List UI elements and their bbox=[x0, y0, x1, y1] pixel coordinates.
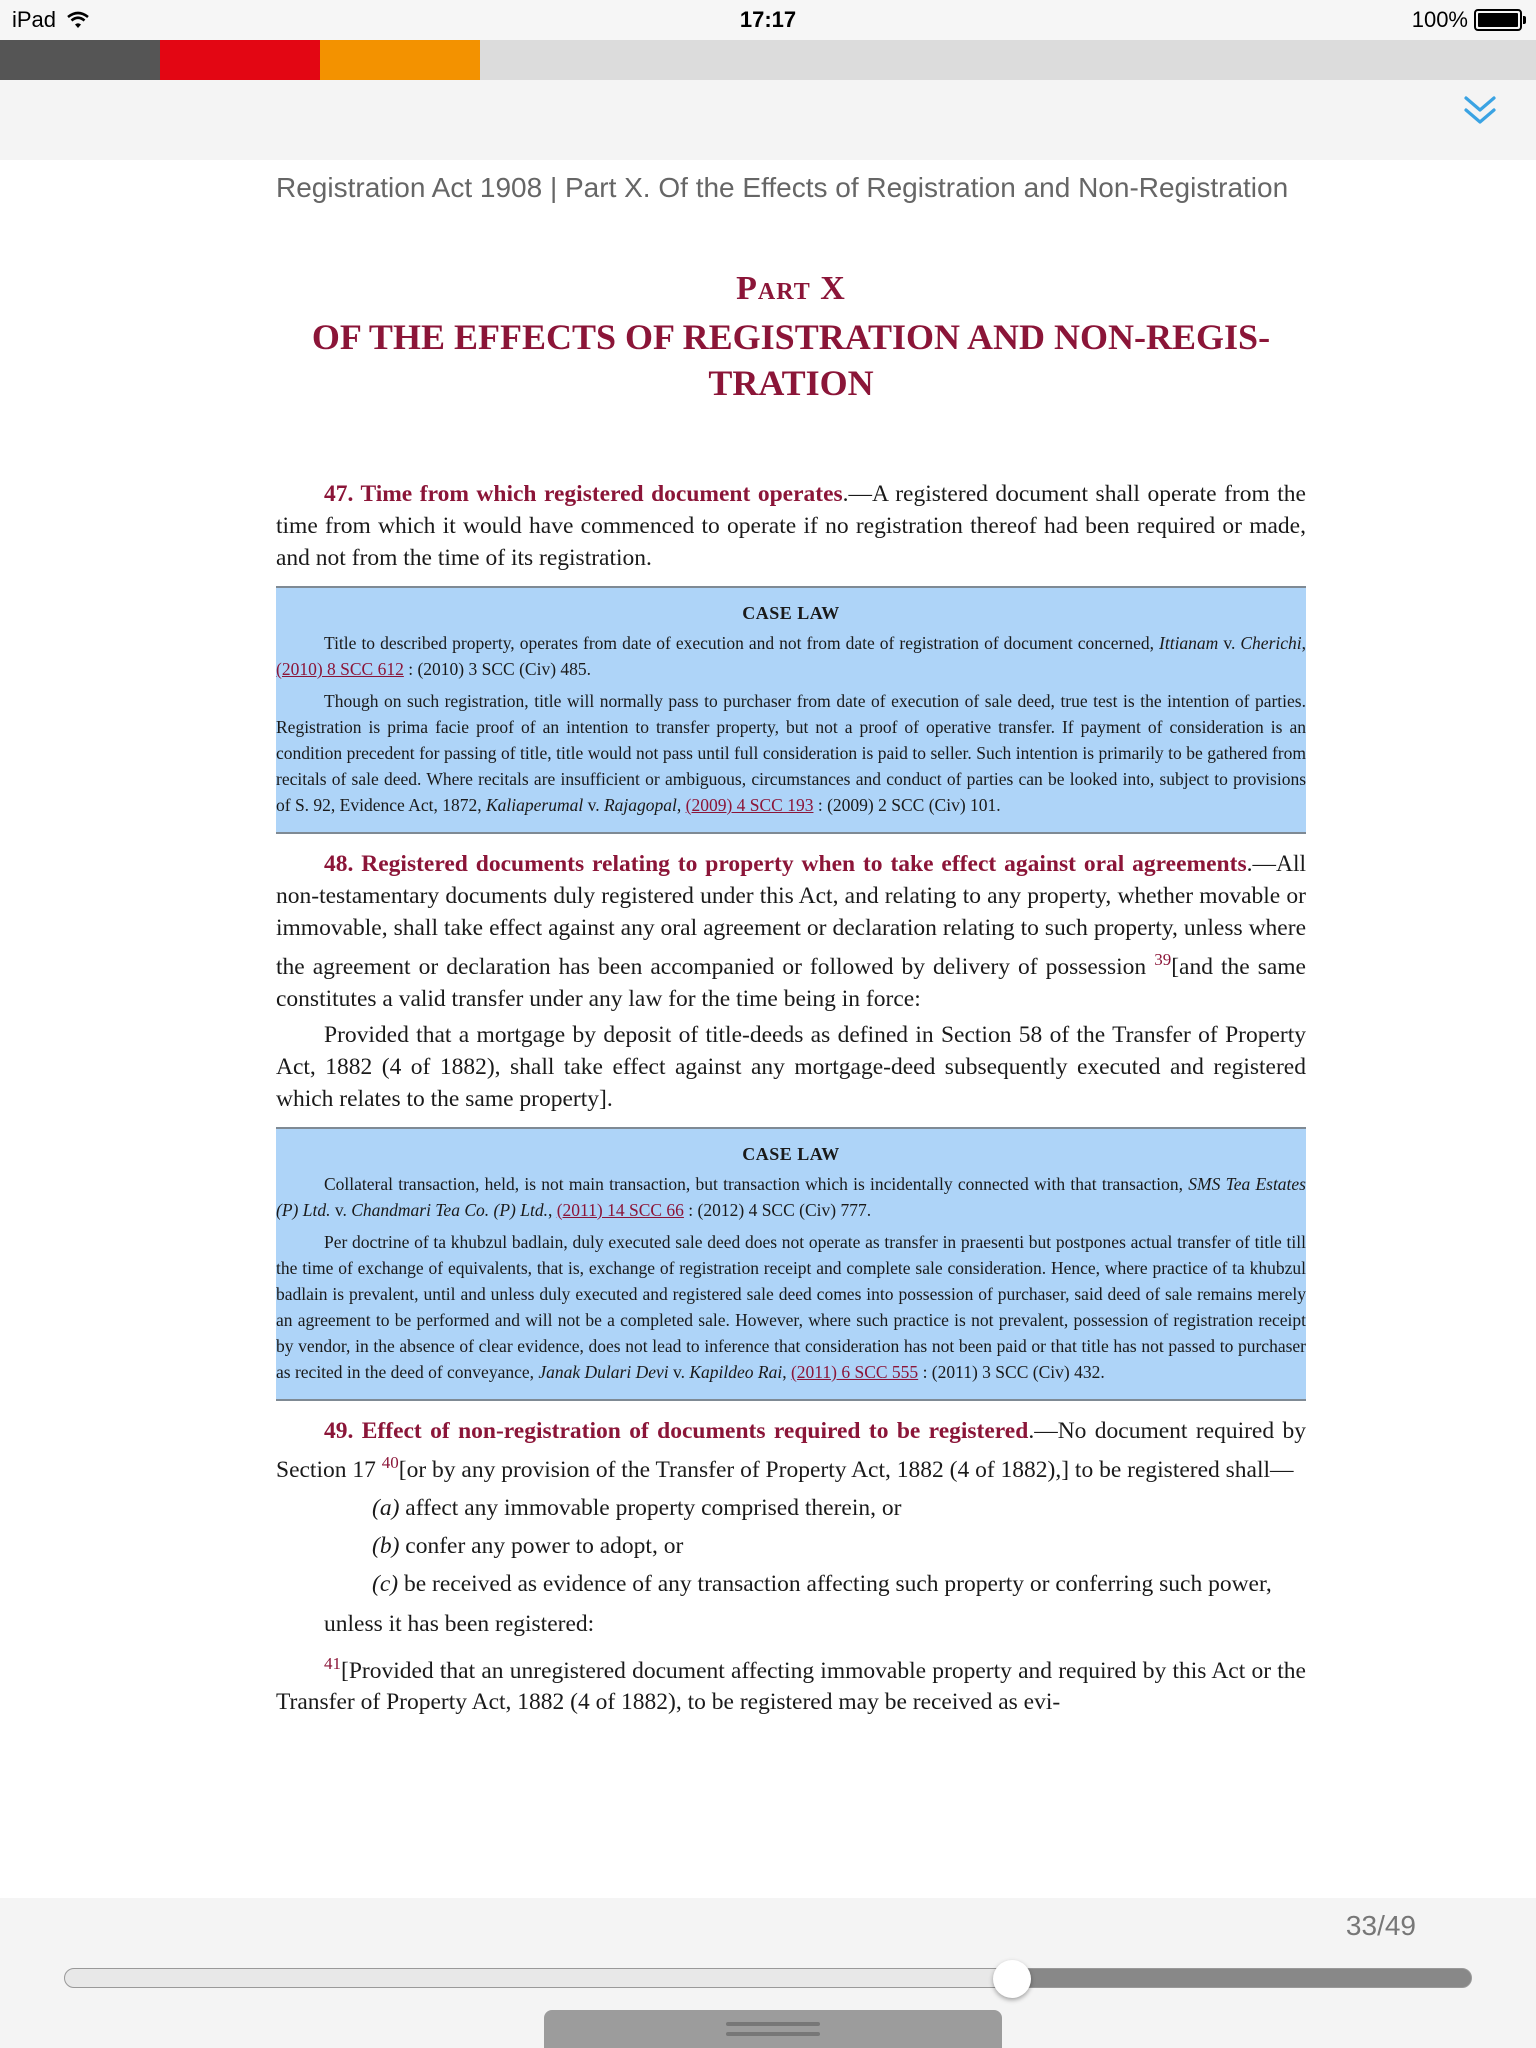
section-48-heading: 48. Registered documents relating to property when to take effect against oral agreements bbox=[324, 851, 1247, 877]
section-47 bbox=[276, 478, 1306, 574]
grip-line bbox=[726, 2022, 820, 2026]
case-law-paragraph: Though on such registration, title will normally pass to purchaser from date of execution of sale deed, true test is the intention of parties. Registration is prima facie proof of an intention to transfer property, but not a proof of operative transfer. If payment of consideration is an condition precedent for passing of title, title would not pass until full consideration is paid to seller. Such intention is primarily to be gathered from recitals of sale deed. Where recitals are insufficient or ambiguous, circumstances and conduct of parties can be looked into, subject to provisions of S. 92, Evidence Act, 1872, Kaliaperumal v. Rajagopal, (2009) 4 SCC 193 : (2009) 2 SCC (Civ) 101. bbox=[276, 691, 1306, 815]
status-bar bbox=[0, 0, 1536, 40]
part-heading bbox=[276, 270, 1306, 406]
footnote-marker[interactable]: 41 bbox=[324, 1653, 341, 1673]
drawer-handle[interactable] bbox=[544, 2010, 1002, 2048]
part-title: OF THE EFFECTS OF REGISTRATION AND NON-REGIS- TRATION bbox=[311, 317, 1271, 403]
case-law-paragraph: Title to described property, operates from date of execution and not from date of registration of document concerned, Ittianam v. Cherichi, (2010) 8 SCC 612 : (2010) 3 SCC (Civ) 485. bbox=[276, 633, 1306, 679]
toolbar bbox=[0, 80, 1536, 160]
status-right bbox=[1412, 7, 1522, 33]
bottom-bar bbox=[0, 1898, 1536, 2048]
citation-link[interactable]: (2011) 14 SCC 66 bbox=[556, 1199, 684, 1220]
clause-a: (a) affect any immovable property comprised therein, or bbox=[372, 1494, 902, 1521]
section-49-clauses bbox=[276, 1492, 1306, 1600]
case-law-box-1 bbox=[276, 586, 1306, 834]
reading-progress-strip bbox=[0, 40, 1536, 80]
device-name: iPad bbox=[12, 7, 57, 32]
case-law-box-2 bbox=[276, 1127, 1306, 1401]
battery-percent: 100% bbox=[1411, 7, 1468, 32]
citation-link[interactable]: (2010) 8 SCC 612 bbox=[276, 659, 404, 679]
clause-c: (c) be received as evidence of any transaction affecting such property or conferring such power, bbox=[372, 1570, 1272, 1597]
citation-link[interactable]: (2011) 6 SCC 555 bbox=[790, 1361, 919, 1382]
grip-line bbox=[726, 2032, 820, 2036]
progress-segment-2 bbox=[160, 40, 320, 80]
section-49-unless: unless it has been registered: bbox=[324, 1610, 595, 1637]
running-header: Registration Act 1908 | Part X. Of the Effects of Registration and Non-Registration bbox=[276, 172, 1289, 203]
page-indicator: 33/49 bbox=[1345, 1910, 1416, 1941]
clock: 17:17 bbox=[739, 7, 797, 32]
case-law-paragraph: Per doctrine of ta khubzul badlain, duly executed sale deed does not operate as transfer in praesenti but postpones actual transfer of title till the time of exchange of equivalents, that is, exchange of registration receipt and complete sale consideration. Hence, where practice of ta khubzul badlain is prevalent, until and unless duly executed and registered sale deed comes into possession of purchaser, said deed of sale remains merely an agreement to be performed and will not be a completed sale. However, where such practice is not prevalent, possession of registration receipt by vendor, in the absence of clear evidence, does not lead to inference that consideration has not been paid or that title has not passed to purchaser as recited in the deed of conveyance, Janak Dulari Devi v. Kapildeo Rai, (2011) 6 SCC 555 : (2011) 3 SCC (Civ) 432. bbox=[276, 1231, 1306, 1382]
page-slider-progress bbox=[65, 1969, 1012, 1987]
chevron-double-down-icon[interactable] bbox=[1460, 90, 1500, 130]
case-law-title: CASE LAW bbox=[742, 1143, 840, 1164]
section-49-proviso: $^{41}$[Provided that an unregistered document affecting immovable property and required by this Act or the Transfer of Property Act, 1882 (4 of 1882), to be registered may be received as evi- bbox=[276, 1653, 1306, 1716]
clause-b: (b) confer any power to adopt, or bbox=[372, 1532, 684, 1559]
section-47-text: .—A registered document shall operate from the time from which it would have commenced to operate if no registration thereof had been required or made, and not from the time of its registration. bbox=[276, 481, 1306, 571]
section-49-heading: 49. Effect of non-registration of documents required to be registered bbox=[324, 1417, 1029, 1444]
document-page bbox=[276, 270, 1306, 1718]
section-48: 48. Registered documents relating to property when to take effect against oral agreements.—All non-testamentary documents duly registered under this Act, and relating to any property, whether movable or immovable, shall take effect against any oral agreement or declaration relating to such property, unless where the agreement or declaration has been accompanied or followed by delivery of possession $^{39}$[and the same constitutes a valid transfer under any law for the time being in force: bbox=[276, 851, 1306, 1012]
case-law-title: CASE LAW bbox=[742, 603, 840, 623]
section-48-proviso: Provided that a mortgage by deposit of title-deeds as defined in Section 58 of the Transfer of Property Act, 1882 (4 of 1882), shall take effect against any mortgage-deed subsequently executed and registered which relates to the same property]. bbox=[276, 1021, 1306, 1112]
footnote-marker[interactable]: 40 bbox=[381, 1452, 399, 1472]
part-label: Part X bbox=[736, 270, 846, 307]
battery-icon bbox=[1474, 9, 1522, 31]
progress-segment-1 bbox=[0, 40, 160, 80]
citation-link[interactable]: (2009) 4 SCC 193 bbox=[685, 795, 814, 815]
page-slider[interactable] bbox=[64, 1968, 1472, 1988]
footnote-marker[interactable]: 39 bbox=[1154, 950, 1172, 969]
page-slider-thumb[interactable] bbox=[993, 1960, 1031, 1998]
section-49: 49. Effect of non-registration of documents required to be registered.—No document required by Section 17 $^{40}$[or by any provision of the Transfer of Property Act, 1882 (4 of 1882),] to be registered shall— bbox=[276, 1417, 1306, 1483]
case-law-paragraph: Collateral transaction, held, is not main transaction, but transaction which is incidentally connected with that transaction, SMS Tea Estates (P) Ltd. v. Chandmari Tea Co. (P) Ltd., (2011) 14 SCC 66 : (2012) 4 SCC (Civ) 777. bbox=[276, 1173, 1306, 1220]
progress-segment-3 bbox=[320, 40, 480, 80]
section-47-heading: 47. Time from which registered document operates bbox=[324, 481, 843, 507]
